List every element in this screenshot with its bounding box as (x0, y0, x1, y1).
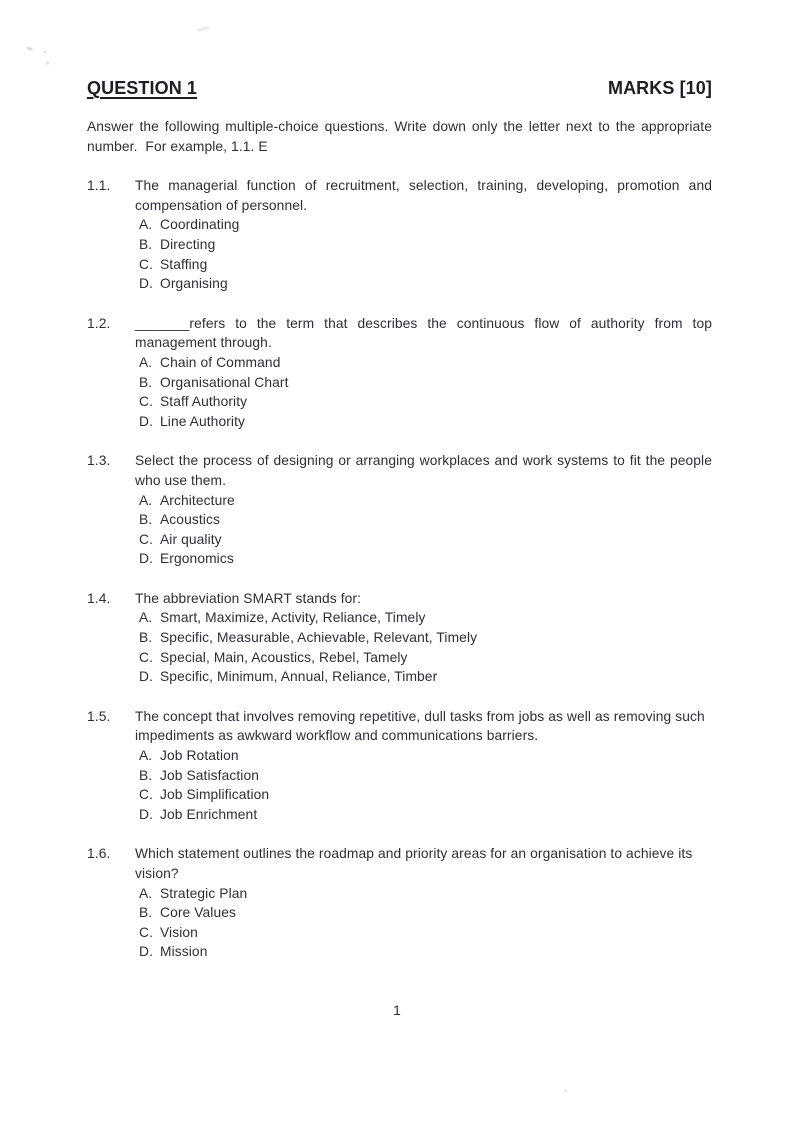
question-heading: QUESTION 1 (87, 78, 198, 98)
option-row (139, 392, 712, 412)
option-text: Job Enrichment (160, 806, 258, 822)
option-list (139, 884, 712, 962)
option-row (139, 648, 712, 668)
question-body (135, 314, 712, 432)
option-letter: C. (139, 649, 153, 665)
scan-artifact (43, 51, 46, 53)
option-row (139, 608, 712, 628)
option-text: Directing (160, 236, 216, 252)
option-text: Core Values (160, 905, 236, 921)
option-letter: C. (139, 787, 153, 803)
option-row (139, 746, 712, 766)
option-letter: C. (139, 531, 153, 547)
option-letter: B. (139, 236, 153, 252)
option-row (139, 903, 712, 923)
option-letter: B. (139, 630, 153, 646)
option-letter: D. (139, 944, 153, 960)
option-letter: B. (139, 905, 153, 921)
option-letter: C. (139, 924, 153, 940)
option-list (139, 746, 712, 824)
option-text: Chain of Command (160, 354, 281, 370)
question-number: 1.3. (87, 453, 111, 469)
question-list (87, 176, 712, 962)
option-row (139, 785, 712, 805)
question-block (87, 844, 712, 962)
option-letter: B. (139, 767, 153, 783)
option-text: Job Rotation (160, 748, 239, 764)
question-stem: The managerial function of recruitment, selection, training, developing, promotion and compensation of personnel. (135, 178, 712, 213)
option-text: Organising (160, 276, 228, 292)
option-letter: C. (139, 256, 153, 272)
option-letter: A. (139, 748, 153, 764)
question-stem: _______refers to the term that describes the continuous flow of authority from top management through. (135, 315, 712, 351)
option-text: Staffing (160, 256, 208, 272)
question-number: 1.2. (87, 315, 111, 331)
scan-artifact (46, 61, 49, 65)
option-row (139, 412, 712, 432)
option-letter: D. (139, 551, 153, 567)
document-header (87, 77, 712, 99)
option-row (139, 628, 712, 648)
question-stem: Which statement outlines the roadmap and priority areas for an organisation to achieve its vision? (135, 846, 693, 881)
option-text: Specific, Measurable, Achievable, Relevant, Timely (160, 630, 478, 646)
question-number: 1.6. (87, 846, 111, 862)
question-body (135, 451, 712, 569)
option-row (139, 530, 712, 550)
option-list (139, 215, 712, 293)
option-text: Staff Authority (160, 394, 248, 410)
scan-artifact (196, 26, 211, 33)
option-letter: B. (139, 512, 153, 528)
option-text: Strategic Plan (160, 885, 248, 901)
option-row (139, 353, 712, 373)
option-text: Job Simplification (160, 787, 270, 803)
question-body (135, 844, 712, 962)
question-number: 1.1. (87, 178, 111, 194)
option-text: Specific, Minimum, Annual, Reliance, Timber (160, 669, 438, 685)
scan-artifact (26, 46, 34, 51)
option-row (139, 549, 712, 569)
option-text: Smart, Maximize, Activity, Reliance, Timely (160, 610, 426, 626)
option-letter: D. (139, 669, 153, 685)
option-row (139, 274, 712, 294)
option-row (139, 373, 712, 393)
option-letter: A. (139, 492, 153, 508)
option-text: Organisational Chart (160, 374, 289, 390)
question-body (135, 176, 712, 294)
option-text: Job Satisfaction (160, 767, 259, 783)
scan-artifact (564, 1089, 567, 1092)
question-body (135, 589, 712, 687)
option-row (139, 942, 712, 962)
option-letter: A. (139, 885, 153, 901)
option-row (139, 255, 712, 275)
question-block (87, 707, 712, 825)
option-text: Mission (160, 944, 208, 960)
option-row (139, 491, 712, 511)
option-text: Line Authority (160, 413, 246, 429)
option-text: Coordinating (160, 217, 240, 233)
option-list (139, 353, 712, 431)
option-row (139, 235, 712, 255)
question-block (87, 451, 712, 569)
option-letter: B. (139, 374, 153, 390)
option-letter: A. (139, 217, 153, 233)
option-letter: A. (139, 354, 153, 370)
marks-label: MARKS [10] (607, 78, 712, 98)
option-row (139, 805, 712, 825)
question-body (135, 707, 712, 825)
question-number: 1.5. (87, 708, 111, 724)
option-letter: D. (139, 806, 153, 822)
question-stem: The concept that involves removing repetitive, dull tasks from jobs as well as removing such impediments as awkward workflow and communications barriers. (135, 708, 705, 744)
option-row (139, 766, 712, 786)
question-number: 1.4. (87, 590, 111, 606)
question-stem: Select the process of designing or arranging workplaces and work systems to fit the people who use them. (135, 453, 712, 488)
option-row (139, 215, 712, 235)
option-letter: D. (139, 276, 153, 292)
question-block (87, 589, 712, 687)
option-row (139, 923, 712, 943)
option-list (139, 608, 712, 686)
question-stem: The abbreviation SMART stands for: (135, 590, 362, 606)
option-letter: A. (139, 610, 153, 626)
option-row (139, 667, 712, 687)
option-row (139, 510, 712, 530)
question-block (87, 314, 712, 432)
option-text: Vision (160, 924, 198, 940)
instructions-text: Answer the following multiple-choice questions. Write down only the letter next to the appropriate number. For example, 1.1. E (87, 119, 716, 154)
option-text: Acoustics (160, 512, 220, 528)
option-row (139, 884, 712, 904)
option-list (139, 491, 712, 569)
option-text: Architecture (160, 492, 235, 508)
option-text: Special, Main, Acoustics, Rebel, Tamely (160, 649, 408, 665)
option-letter: D. (139, 413, 153, 429)
option-text: Air quality (160, 531, 222, 547)
option-letter: C. (139, 394, 153, 410)
option-text: Ergonomics (160, 551, 234, 567)
exam-page (87, 77, 716, 962)
page-number: 1 (393, 1003, 401, 1018)
question-block (87, 176, 712, 294)
